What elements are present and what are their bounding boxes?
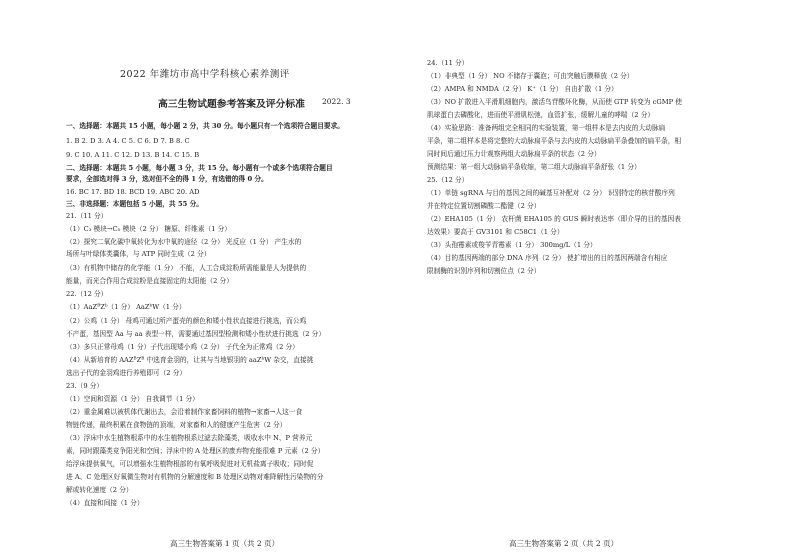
q24-line: 肌球蛋白去磷酸化，进而使平滑肌松弛，血管扩张，缓解儿童的哮喘（2 分） xyxy=(427,111,655,119)
q25-line: （4）目的基因两端的部分 DNA 序列（2 分） 使扩增出的目的基因两端含有相应 xyxy=(427,254,668,262)
answer-row-3: 16. BC 17. BD 18. BCD 19. ABC 20. AD xyxy=(66,188,200,196)
q22-line: 选出子代的金羽鸡进行养殖即可（2 分） xyxy=(66,369,187,377)
q21-heading: 21.（11 分） xyxy=(66,212,108,220)
q25-line: 达效果）要高于 GV3101 和 C58C1（1 分） xyxy=(427,228,564,236)
q24-heading: 24.（11 分） xyxy=(427,59,469,67)
q21-line: 能量，而光合作用合成淀粉是直接固定的太阳能（2 分） xyxy=(66,277,233,285)
q25-line: （1）单链 sgRNA 与目的基因之间的碱基互补配对（2 分） 识别特定的核苷酸序列 xyxy=(427,189,675,197)
section-2-heading: 二、选择题：本题共 5 小题，每小题 3 分，共 15 分。每小题有一个或多个选项符合题目 xyxy=(66,164,333,172)
q23-line: （4）直接和间接（1 分） xyxy=(66,499,144,507)
q21-line: 场所与叶绿体类囊体，与 ATP 同时生成（2 分） xyxy=(66,250,211,258)
q22-line: （3）多只正常母鸡（1 分）子代出现矮小鸡（2 分） 子代全为正常鸡（2 分） xyxy=(66,343,299,351)
section-2-heading-cont: 要求，全部选对得 3 分，选对但不全的得 1 分，有选错的得 0 分。 xyxy=(66,175,268,183)
section-3-heading: 三、非选择题：本题包括 5 小题，共 55 分。 xyxy=(66,200,203,208)
q25-line: （3）头孢霉素或羧苄青霉素（1 分） 300mg/L（1 分） xyxy=(427,241,597,249)
q24-line: 平条，第二组样本是将完整的大动脉扁平条与去内皮的大动脉扁平条叠加的扁平条，相 xyxy=(427,137,682,145)
q25-heading: 25.（12 分） xyxy=(427,176,469,184)
answer-row-1: 1. B 2. D 3. A 4. C 5. C 6. D 7. B 8. C xyxy=(66,137,190,145)
q22-line: （1）AaZᴮZᵇ（1 分） AaZᵇW（1 分） xyxy=(66,303,186,311)
exam-title: 2022 年潍坊市高中学科核心素养测评 xyxy=(120,69,290,80)
answer-row-2: 9. C 10. A 11. C 12. D 13. B 14. C 15. B xyxy=(66,151,200,159)
q23-line: 给浮床提供氧气，可以增强水生植物根部的有氧呼吸促进对无机盐离子吸收；同时促 xyxy=(66,460,314,468)
q24-line: （1）非典型（1 分） NO 不储存于囊泡；可由突触后膜释放（2 分） xyxy=(427,72,634,80)
q22-heading: 22.（12 分） xyxy=(66,290,108,298)
q23-line: 素，同时跟藻类竞争阳光和空间；浮床中的 A 处理区的废弃物充能很难 P 元素（2 分） xyxy=(66,447,325,455)
q23-heading: 23.（9 分） xyxy=(66,382,104,390)
q22-line: 不产蛋，基因型 Aa 与 aa 表型一样，需要通过基因型检测和矮小性状进行挑选（2 分） xyxy=(66,330,326,338)
q24-line: 同时间后通过压力计观察两组大动脉扁平条的状态（2 分） xyxy=(427,150,601,158)
q21-line: （2）探究二氧化碳中氧转化为水中氧的途径（2 分） 光反应（1 分） 产生水的 xyxy=(66,238,302,246)
subject-title: 高三生物试题参考答案及评分标准 xyxy=(158,99,305,110)
q25-line: 并在特定位置切割磷酸二酯键（2 分） xyxy=(427,202,541,210)
section-1-heading: 一、选择题：本题共 15 小题，每小题 2 分，共 30 分。每小题只有一个选项符合题目要求。 xyxy=(66,122,344,130)
q23-line: 物链传递，最终积累在食物链的顶端，对家畜和人的健康产生危害（2 分） xyxy=(66,421,287,429)
q24-line: （2）AMPA 和 NMDA（2 分） K⁺（1 分） 自由扩散（1 分） xyxy=(427,85,618,93)
q25-line: （2）EHA105（1 分） 农杆菌 EHA105 的 GUS 瞬时表达率（即介导的目的基因表 xyxy=(427,215,681,223)
q25-line: 限制酶的识别序列和切割位点（2 分） xyxy=(427,267,541,275)
q23-line: 进 A、C 处理区好氧微生物对有机物的分解速度和 B 处理区动物对难降解性污染物的分 xyxy=(66,473,324,481)
q22-line: （2）公鸡（1 分） 母鸡可通过所产蛋壳的颜色和矮小性状直接进行挑选，而公鸡 xyxy=(66,317,307,325)
q22-line: （4）从新培育的 AAZᴮZᴮ 中选育金羽的，让其与当地银羽的 aaZᵇW 杂交，直接挑 xyxy=(66,356,314,364)
q23-line: 解或转化速度（2 分） xyxy=(66,486,133,494)
q24-line: 预测结果：第一组大动脉扁平条收缩，第二组大动脉扁平条舒张（1 分） xyxy=(427,163,641,171)
page-footer-2: 高三生物答案第 2 页（共 2 页） xyxy=(509,539,619,548)
q21-line: （3）有机物中储存的化学能（1 分） 不能，人工合成淀粉所需能量是人为提供的 xyxy=(66,264,307,272)
exam-date: 2022. 3 xyxy=(322,97,351,106)
q24-line: （3）NO 扩散进入平滑肌细胞内，激活鸟苷酸环化酶，从而使 GTP 转变为 cGMP 使 xyxy=(427,98,682,106)
q23-line: （1）空间和资源（1 分） 自我调节（1 分） xyxy=(66,395,199,403)
q24-line: （4）实验思路：准备两组完全相同的实验装置，第一组样本是去内皮的大动脉扁 xyxy=(427,124,666,132)
q23-line: （3）浮床中水生植物根系中的水生植物根系过滤去除藻类，吸收水中 N、P 营养元 xyxy=(66,434,313,442)
q23-line: （2）重金属难以被机体代谢出去，会沿着制作家畜饲料的植物→家畜→人这一食 xyxy=(66,408,303,416)
page-footer-1: 高三生物答案第 1 页（共 2 页） xyxy=(170,539,280,548)
q21-line: （1）C₃ 模块→C₅ 模块（2 分） 糖原、纤维素（1 分） xyxy=(66,225,231,233)
right-page xyxy=(397,0,794,558)
